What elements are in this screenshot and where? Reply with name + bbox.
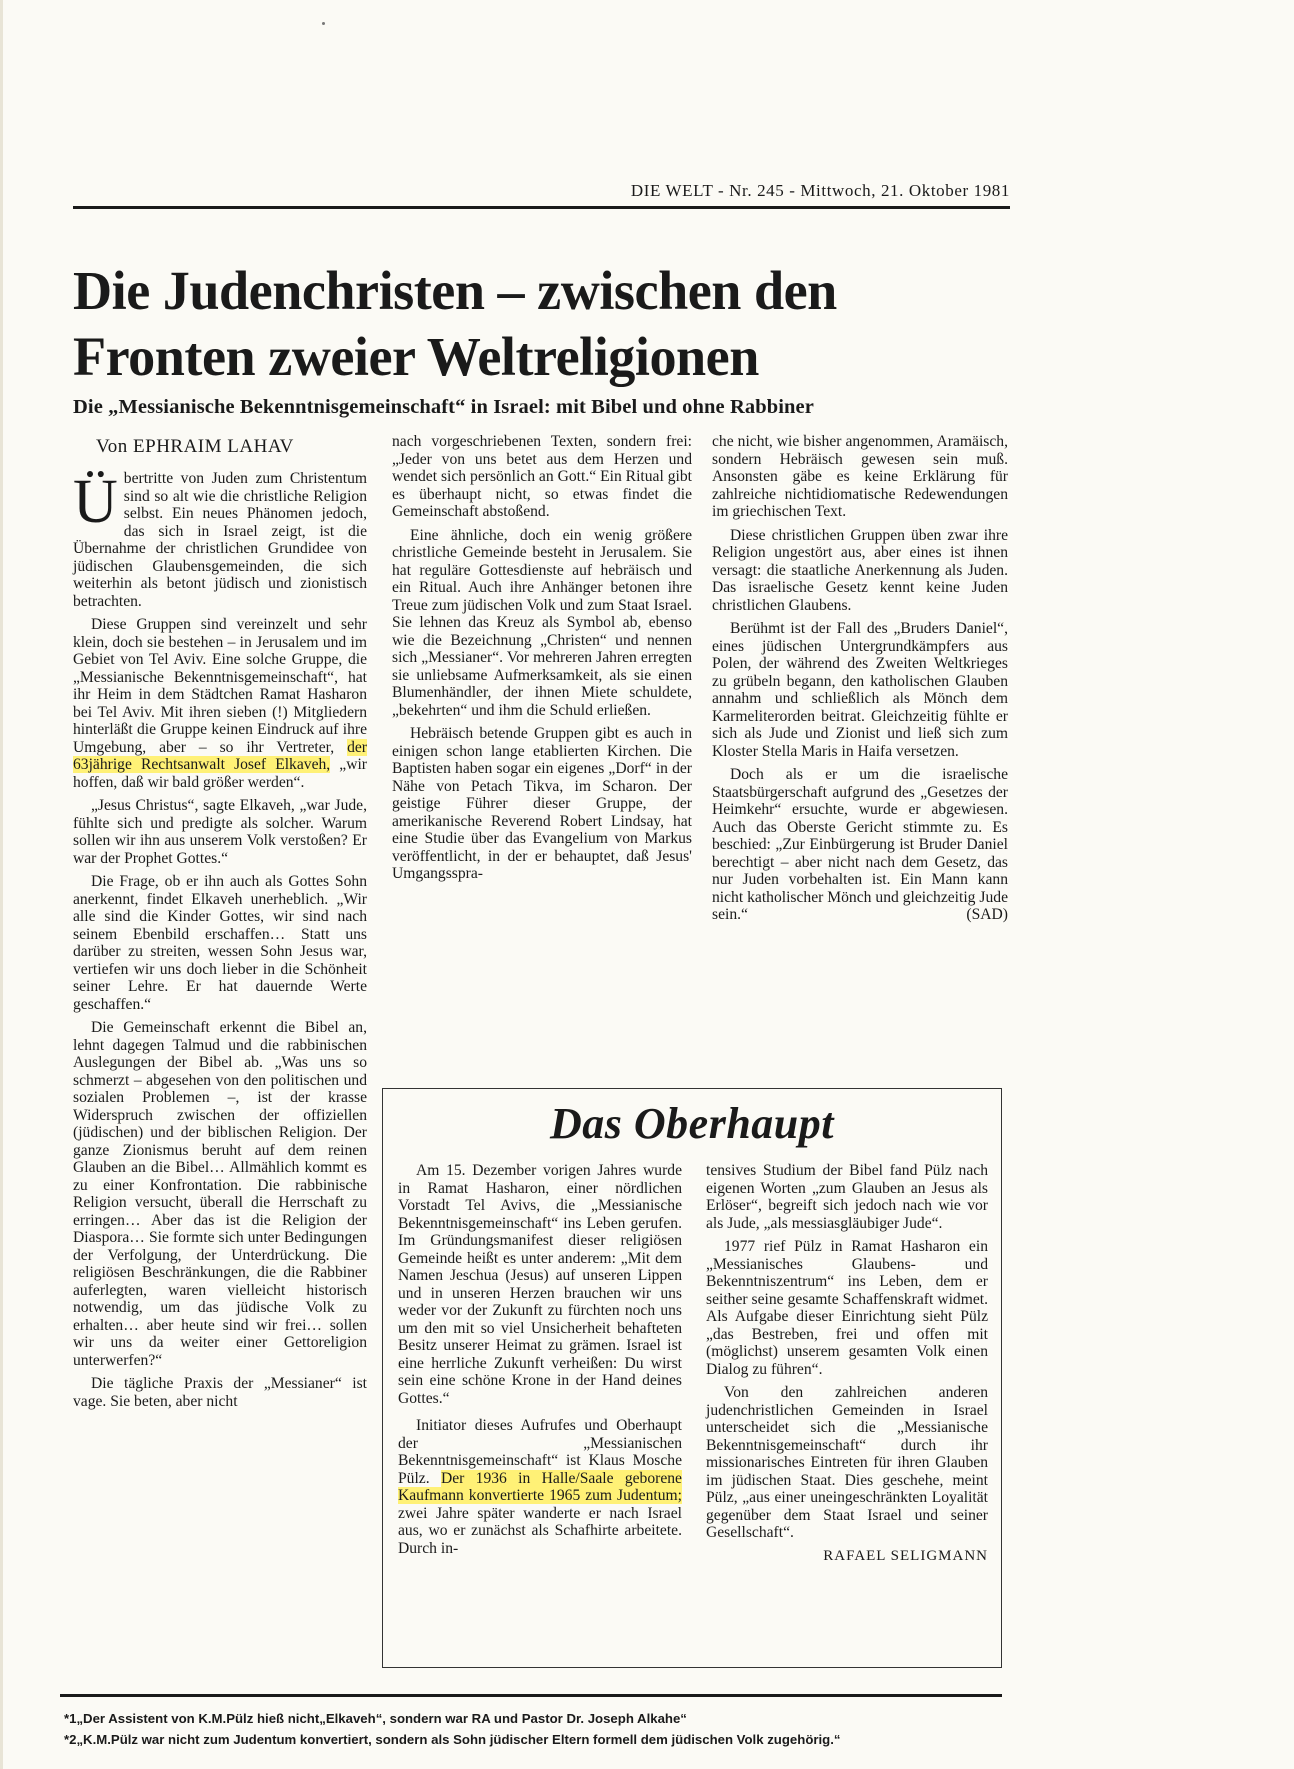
sidebar-paragraph: Von den zahlreichen anderen judenchristlichen Gemeinden in Israel unterscheidet sich die „Messianische Bekenntnisgemeinschaft“ durch ihr missionarisches Eintreten für ihren Glauben im jüdischen Staat. Dies geschehe, meint Pülz, „aus einer uneingeschränkten Loyalität gegenüber dem Staat Israel und seiner Gesellschaft“.: [706, 1384, 988, 1541]
highlighted-text: Der 1936 in Halle/Saale geborene Kaufmann konvertierte 1965 zum Judentum;: [398, 1469, 682, 1504]
paragraph-text: zwei Jahre später wanderte er nach Israel aus, wo er zunächst als Schafhirte arbeitete. Durch in-: [398, 1504, 682, 1557]
footnote-2: *2„K.M.Pülz war nicht zum Judentum konvertiert, sondern als Sohn jüdischer Eltern formell dem jüdischen Volk zugehörig.“: [64, 1732, 841, 1747]
article-column-2: [392, 433, 692, 889]
masthead-rule: [73, 206, 1010, 209]
article-paragraph: Berühmt ist der Fall des „Bruders Daniel“, eines jüdischen Untergrundkämpfers aus Polen, der während des Zweiten Weltkrieges zu grübeln begann, den katholischen Glauben annahm und schließlich als Mönch dem Karmeliterorden beitrat. Gleichzeitig fühlte er sich als Jude und Zionist und ließ sich zum Kloster Stella Maris in Haifa versetzen.: [712, 620, 1008, 760]
headline-line-1: Die Judenchristen – zwischen den: [73, 260, 837, 321]
footnote-rule: [60, 1694, 1002, 1697]
article-paragraph: [712, 766, 1008, 924]
sidebar-paragraph: tensives Studium der Bibel fand Pülz nach eigenen Worten „zum Glauben an Jesus als Erlöser“, begreift sich jedoch nach wie vor als Jude, „als messiasgläubiger Jude“.: [706, 1162, 988, 1232]
article-paragraph: Eine ähnliche, doch ein wenig größere christliche Gemeinde besteht in Jerusalem. Sie hat reguläre Gottesdienste auf hebräisch und ein Ritual. Auch ihre Anhänger betonen ihre Treue zum jüdischen Volk und zum Staat Israel. Sie lehnen das Kreuz als Symbol ab, ebenso wie die Bezeichnung „Christen“ und nennen sich „Messianer“. Vor mehreren Jahren erregten sie unliebsame Aufmerksamkeit, als sie einen Blumenhändler, der ihnen Miete schuldete, „bekehrten“ und ihm die Schuld erließen.: [392, 526, 692, 719]
author-initials: (SAD): [966, 906, 1008, 923]
article-paragraph: Hebräisch betende Gruppen gibt es auch in einigen schon lange etablierten Kirchen. Die Baptisten haben sogar ein eigenes „Dorf“ in der Nähe von Petach Tikva, im Scharon. Der geistige Führer dieser Gruppe, der amerikanische Reverend Robert Lindsay, hat eine Studie über das Evangelium von Markus veröffentlicht, in der er behauptet, daß Jesus' Umgangsspra-: [392, 725, 692, 882]
article-paragraph: Diese christlichen Gruppen üben zwar ihre Religion ungestört aus, aber eines ist ihnen versagt: die staatliche Anerkennung als Juden. Das israelische Gesetz kennt keine Juden christlichen Glaubens.: [712, 526, 1008, 614]
article-paragraph: [73, 616, 367, 791]
masthead: DIE WELT - Nr. 245 - Mittwoch, 21. Oktober 1981: [630, 181, 1010, 200]
sidebar-box-title: Das Oberhaupt: [550, 1099, 834, 1148]
sidebar-column-1: [398, 1162, 682, 1563]
headline-line-2: Fronten zweier Weltreligionen: [73, 326, 759, 387]
sidebar-author: RAFAEL SELIGMANN: [823, 1547, 988, 1564]
drop-cap: Ü: [73, 468, 118, 536]
article-paragraph: che nicht, wie bisher angenommen, Aramäisch, sondern Hebräisch gewesen sein muß. Ansonsten gäbe es keine Erklärung für zahlreiche nichtidiomatische Redewendungen im griechischen Text.: [712, 433, 1008, 520]
sidebar-column-2: [706, 1162, 988, 1565]
sidebar-paragraph: Am 15. Dezember vorigen Jahres wurde in Ramat Hasharon, einer nördlichen Vorstadt Tel Avivs, die „Messianische Bekenntnisgemeinschaft“ ins Leben gerufen. Im Gründungsmanifest dieser religiösen Gemeinde heißt es unter anderem: „Mit dem Namen Jeschua (Jesus) auf unseren Lippen und in unseren Herzen brauchen wir uns weder vor der Zukunft zu fürchten noch uns um den mit so viel Unsicherheit behafteten Besitz unserer Heimat zu grämen. Israel ist eine herrliche Zukunft verheißen: Du wirst sein eine schöne Krone in der Hand deines Gottes.“: [398, 1162, 682, 1407]
article-paragraph: [73, 470, 367, 610]
footnotes: [64, 1708, 1004, 1750]
article-paragraph: Die tägliche Praxis der „Messianer“ ist vage. Sie beten, aber nicht: [73, 1375, 367, 1410]
byline: Von EPHRAIM LAHAV: [96, 436, 294, 457]
footnote-1: *1„Der Assistent von K.M.Pülz hieß nicht„Elkaveh“, sondern war RA und Pastor Dr. Joseph Alkahe“: [64, 1711, 687, 1726]
headline: [73, 258, 1004, 390]
sidebar-paragraph: 1977 rief Pülz in Ramat Hasharon ein „Messianisches Glaubens- und Bekenntniszentrum“ ins Leben, dem er seither seine gesamte Schaffenskraft widmet. Als Aufgabe dieser Einrichtung sieht Pülz „das Bestreben, frei und offen mit (möglichst) unserem gesamten Volk einen Dialog zu führen“.: [706, 1238, 988, 1378]
paragraph-text: Diese Gruppen sind vereinzelt und sehr klein, doch sie bestehen – in Jerusalem und im Gebiet von Tel Aviv. Eine solche Gruppe, die „Messianische Bekenntnisgemeinschaft“, hat ihr Heim in dem Städtchen Ramat Hasharon bei Tel Aviv. Mit ihren sieben (!) Mitgliedern hinterläßt die Gruppe keinen Eindruck auf ihre Umgebung, aber – so ihr Vertreter,: [73, 616, 367, 756]
paragraph-text: Doch als er um die israelische Staatsbürgerschaft aufgrund des „Gesetzes der Heimkehr“ ersuchte, wurde er abgewiesen. Auch das Oberste Gericht stimmte zu. Es beschied: „Zur Einbürgerung ist Bruder Daniel berechtigt – aber nicht nach dem Gesetz, das nur Juden vorbehalten ist. Ein Mann kann nicht katholischer Mönch und gleichzeitig Jude sein.“: [712, 766, 1008, 923]
highlighted-text: der 63jährige Rechtsanwalt Josef Elkaveh,: [73, 738, 367, 773]
article-paragraph: Die Gemeinschaft erkennt die Bibel an, lehnt dagegen Talmud und die rabbinischen Auslegungen der Bibel ab. „Was uns so schmerzt – abgesehen von den politischen und sozialen Problemen –, ist der krasse Widerspruch zwischen der offiziellen (jüdischen) und der biblischen Religion. Der ganze Zionismus beruht auf dem reinen Glauben an die Bibel… Allmählich kommt es zu einer Konfrontation. Die rabbinische Religion versucht, überall die Herrschaft zu erringen… Aber das ist die Religion der Diaspora… Sie formte sich unter Bedingungen der Verfolgung, der Unterdrückung. Die religiösen Beschränkungen, die die Rabbiner auferlegten, waren vielleicht historisch notwendig, um das jüdische Volk zu erhalten… aber heute sind wir frei… sollen wir uns da weiter einer Gettoreligion unterwerfen?“: [73, 1019, 367, 1369]
article-column-3: [712, 433, 1008, 930]
article-paragraph: nach vorgeschriebenen Texten, sondern frei: „Jeder von uns betet aus dem Herzen und wendet sich persönlich an Gott.“ Ein Ritual gibt es überhaupt nicht, so etwas findet die Gemeinschaft abstoßend.: [392, 433, 692, 520]
article-paragraph: „Jesus Christus“, sagte Elkaveh, „war Jude, fühlte sich und predigte als solcher. Warum sollen wir ihn aus unserem Volk verstoßen? Er war der Prophet Gottes.“: [73, 797, 367, 867]
page-edge: [0, 0, 3, 1769]
speck: [322, 22, 325, 25]
paragraph-text: „wir hoffen, daß wir bald größer werden“.: [73, 756, 367, 791]
article-paragraph: Die Frage, ob er ihn auch als Gottes Sohn anerkennt, findet Elkaveh unerheblich. „Wir alle sind die Kinder Gottes, wir sind nach seinem Ebenbild erschaffen… Statt uns darüber zu streiten, wessen Sohn Jesus war, vertiefen wir uns doch lieber in die Schönheit seiner Lehre. Er hat dauernde Werte geschaffen.“: [73, 873, 367, 1013]
paragraph-text: bertritte von Juden zum Christentum sind so alt wie die christliche Religion selbst. Ein neues Phänomen jedoch, das sich in Israel zeigt, ist die Übernahme der christlichen Grundidee von jüdischen Glaubensgemeinden, die sich weiterhin als betont jüdisch und zionistisch betrachten.: [73, 470, 367, 610]
subheadline: Die „Messianische Bekenntnisgemeinschaft“ in Israel: mit Bibel und ohne Rabbiner: [73, 396, 814, 418]
article-column-1: [73, 470, 367, 1416]
sidebar-paragraph: [398, 1417, 682, 1557]
paragraph-text: Initiator dieses Aufrufes und Oberhaupt der „Messianischen Bekenntnisgemeinschaft“ ist Klaus Mosche Pülz.: [398, 1417, 682, 1487]
